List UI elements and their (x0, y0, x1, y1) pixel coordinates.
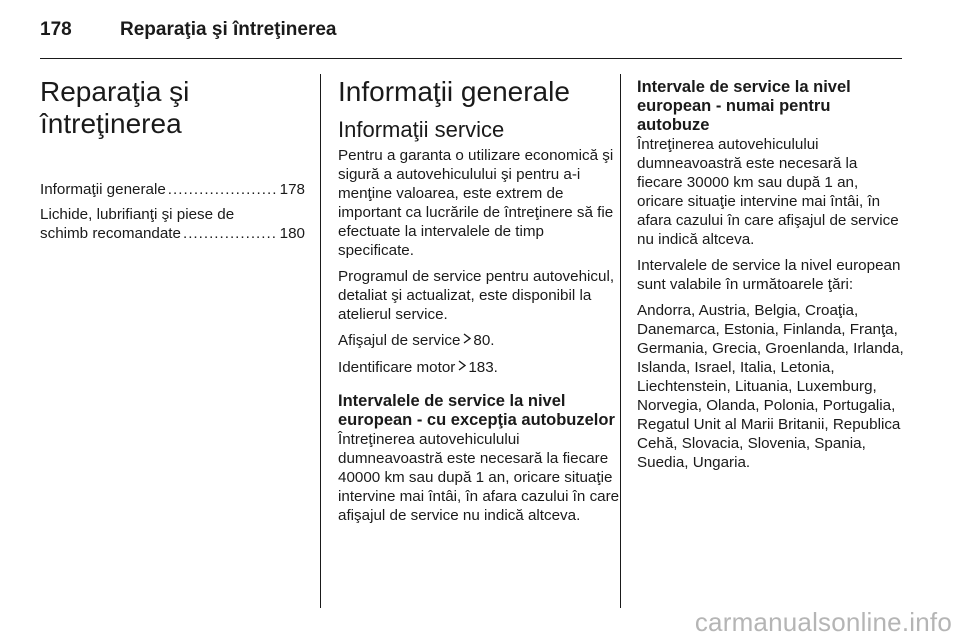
heading-intervals-bus: Intervale de service la nivel european - numai pentru autobuze (637, 78, 851, 134)
reference-page: 183. (468, 359, 498, 376)
section-title: Informaţii generale (338, 76, 570, 107)
reference-label: Identificare motor (338, 359, 456, 376)
paragraph-countries-list: Andorra, Austria, Belgia, Croaţia, Danemarca, Estonia, Finlanda, Franţa, Germania, Grecia, Groenlanda, Irlanda, Islanda, Israel, Italia, Letonia, Liechtenstein, Lituania, Luxemburg, Norvegia, Olanda, Polonia, Portugalia, Regatul Unit al Marii Britanii, Republica Cehă, Slovacia, Slovenia, Spania, Suedia, Ungaria. (637, 302, 904, 471)
page-number: 178 (40, 19, 72, 40)
page-header (40, 14, 336, 46)
running-title: Reparaţia şi întreţinerea (120, 19, 337, 40)
toc-entry-label-line1: Lichide, lubrifianţi şi piese de (40, 206, 235, 223)
reference-service-display[interactable] (338, 331, 620, 351)
toc-entry-page: 178 (279, 181, 305, 198)
watermark: carmanualsonline.info (694, 607, 952, 637)
paragraph-service-importance: Pentru a garanta o utilizare economică şi sigură a autovehiculului şi pentru a-i menţine valoarea, este extrem de important ca lucrările de întreţinere să fie efectuate la intervalele de timp specificate. (338, 147, 614, 259)
column-chapter (40, 74, 305, 249)
header-rule (40, 58, 902, 59)
toc-entry-label: Informaţii generale (40, 181, 166, 198)
cross-reference-arrow-icon (458, 359, 466, 378)
subsection-title: Informaţii service (338, 117, 505, 142)
column-divider-1 (320, 74, 321, 608)
toc-leader-dots (168, 180, 278, 199)
paragraph-intervals-bus: Întreţinerea autovehiculului dumneavoastră este necesară la fiecare 30000 km sau după 1 an, oricare situaţie intervine mai întâi, în afara cazului în care afişajul de service nu indică altceva. (637, 136, 899, 248)
toc-entry-fluids[interactable] (40, 205, 305, 243)
reference-engine-id[interactable] (338, 358, 620, 378)
chapter-title: Reparaţia şi întreţinerea (40, 76, 190, 139)
reference-page: 80. (473, 332, 495, 349)
toc-entry-general[interactable] (40, 180, 305, 199)
paragraph-service-program: Programul de service pentru autovehicul, detaliat şi actualizat, este disponibil la atelierul service. (338, 268, 615, 323)
toc-leader-dots (183, 224, 278, 243)
reference-label: Afişajul de service (338, 332, 461, 349)
column-general-info (338, 74, 620, 532)
column-divider-2 (620, 74, 621, 608)
paragraph-intervals-except-bus: Întreţinerea autovehiculului dumneavoastră este necesară la fiecare 40000 km sau după 1 an, oricare situaţie intervine mai întâi, în afara cazului în care afişajul de service nu indică altceva. (338, 431, 620, 524)
cross-reference-arrow-icon (463, 332, 471, 351)
table-of-contents (40, 180, 305, 243)
toc-entry-page: 180 (279, 225, 305, 242)
toc-entry-label-line2: schimb recomandate (40, 225, 181, 242)
heading-intervals-except-bus: Intervalele de service la nivel european - cu excepţia autobuzelor (338, 392, 615, 429)
paragraph-countries-intro: Intervalele de service la nivel european sunt valabile în următoarele ţări: (637, 257, 901, 293)
column-bus-intervals (637, 74, 907, 479)
